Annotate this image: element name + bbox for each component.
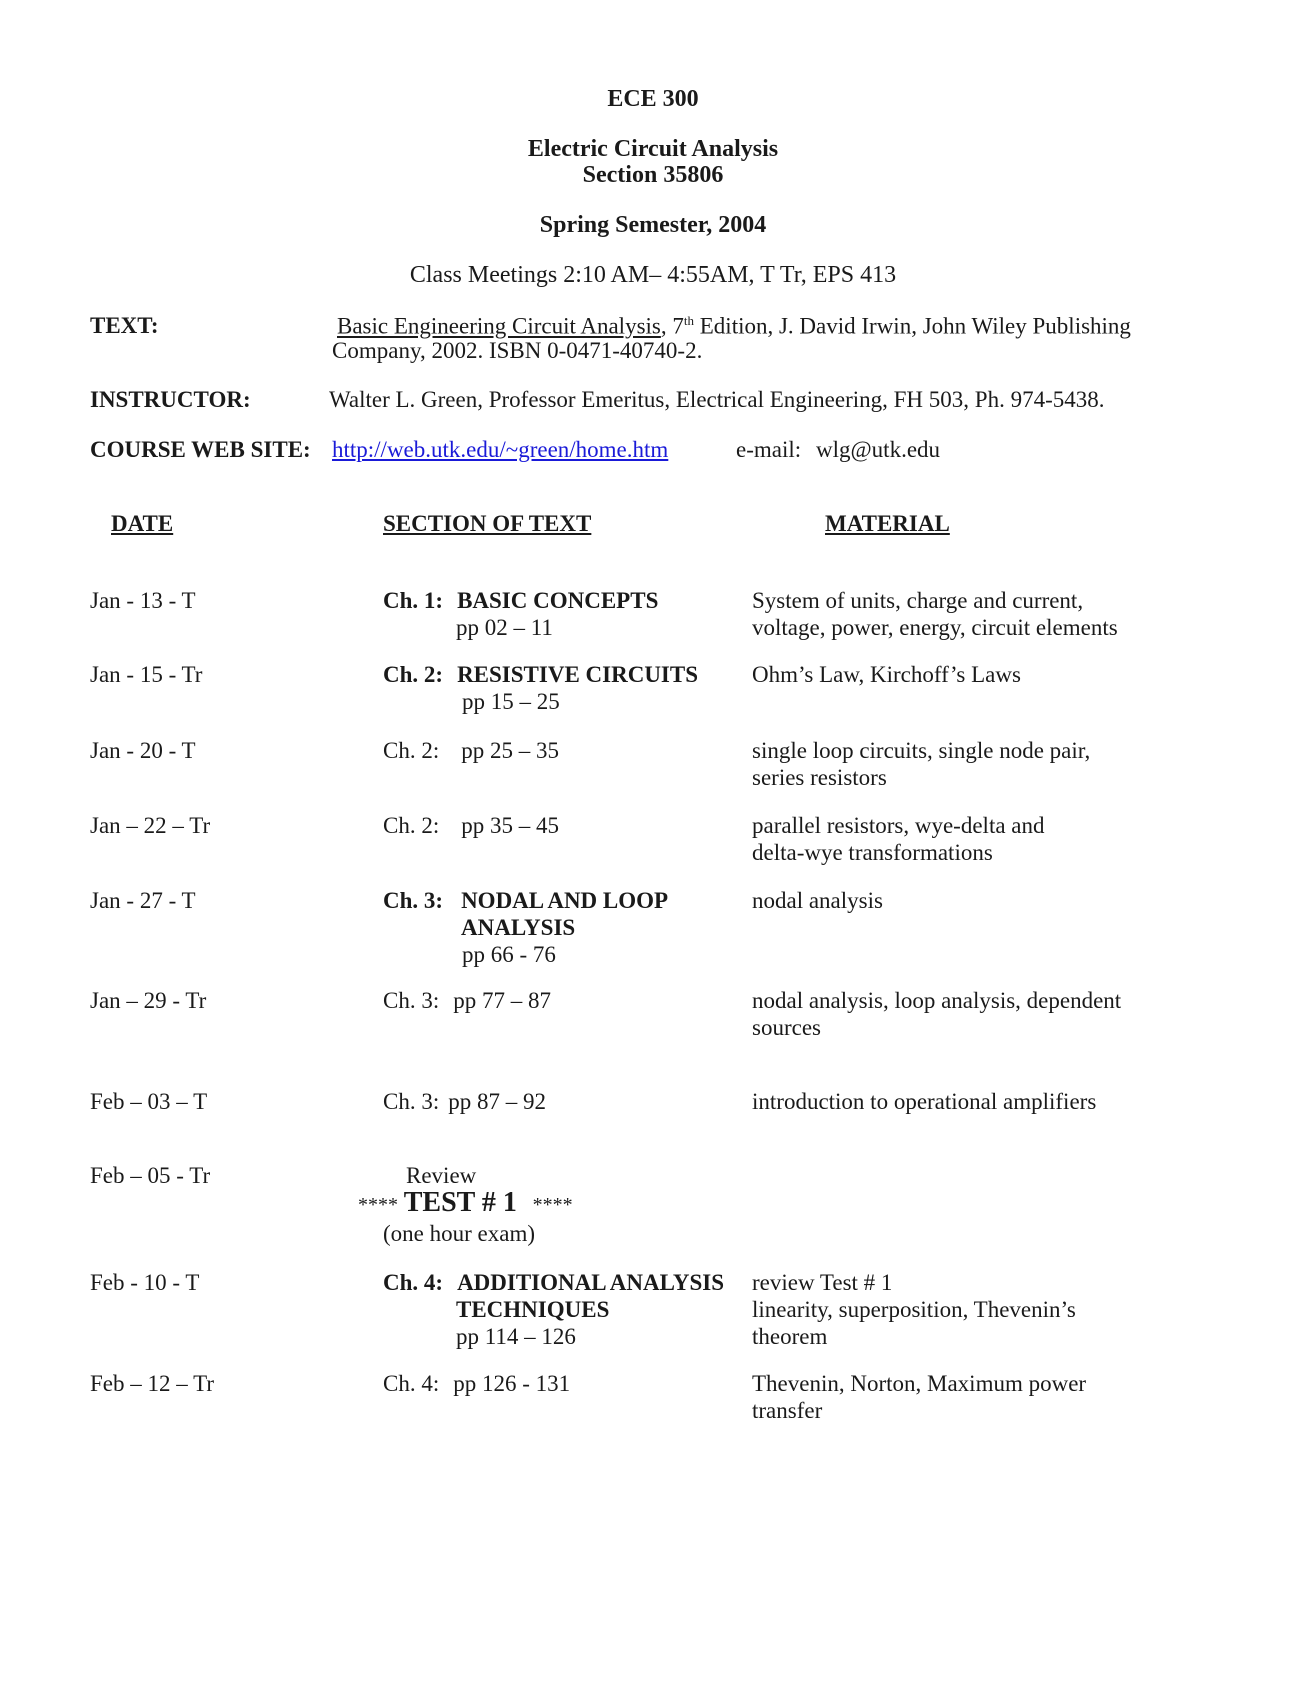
material-line: introduction to operational amplifiers <box>752 1089 1097 1114</box>
material-line: nodal analysis <box>752 888 883 913</box>
row-date: Feb - 10 - T <box>90 1270 200 1295</box>
text-edition-sup: th <box>683 313 694 328</box>
material-line: sources <box>752 1015 821 1040</box>
material-line: Ohm’s Law, Kirchoff’s Laws <box>752 662 1021 687</box>
material-line: transfer <box>752 1398 823 1423</box>
chapter-label: Ch. 3: <box>383 1089 440 1114</box>
pages: pp 15 – 25 <box>462 689 560 714</box>
website-label: COURSE WEB SITE: <box>90 437 311 462</box>
semester: Spring Semester, 2004 <box>539 212 767 238</box>
pages: pp 87 – 92 <box>448 1089 546 1114</box>
pages: pp 77 – 87 <box>453 988 551 1013</box>
chapter-topic: NODAL AND LOOP <box>461 888 669 913</box>
exam-note: (one hour exam) <box>383 1221 535 1246</box>
chapter-label: Ch. 4: <box>383 1371 440 1396</box>
row-material <box>752 587 1118 641</box>
test-label: TEST # 1 <box>403 1187 517 1218</box>
material-line: theorem <box>752 1324 828 1349</box>
course-website-link[interactable]: http://web.utk.edu/~green/home.htm <box>332 437 669 462</box>
pages: pp 114 – 126 <box>456 1324 576 1349</box>
row-date: Jan – 22 – Tr <box>90 813 211 838</box>
test-heading <box>358 1187 573 1219</box>
pages: pp 02 – 11 <box>456 615 553 640</box>
row-material <box>752 737 1090 791</box>
row-section <box>383 1088 546 1115</box>
header-material: MATERIAL <box>825 511 950 536</box>
course-section: Section 35806 <box>582 162 724 188</box>
row-date: Jan – 29 - Tr <box>90 988 207 1013</box>
header-section: SECTION OF TEXT <box>383 511 592 536</box>
instructor-info: Walter L. Green, Professor Emeritus, Electrical Engineering, FH 503, Ph. 974-5438. <box>329 387 1105 412</box>
material-line: linearity, superposition, Thevenin’s <box>752 1297 1076 1322</box>
row-section <box>383 987 551 1014</box>
row-material <box>752 661 1021 688</box>
row-section <box>383 587 658 641</box>
text-book-title: Basic Engineering Circuit Analysis <box>337 313 661 339</box>
material-line: series resistors <box>752 765 887 790</box>
header-date: DATE <box>111 511 174 536</box>
material-line: nodal analysis, loop analysis, dependent <box>752 988 1122 1013</box>
row-section <box>383 1370 570 1397</box>
chapter-label: Ch. 2: <box>383 813 440 838</box>
row-date: Jan - 27 - T <box>90 888 196 913</box>
row-section <box>383 737 559 764</box>
row-material <box>752 812 1045 866</box>
chapter-label: Ch. 3: <box>383 888 444 913</box>
review-label: Review <box>406 1163 477 1188</box>
chapter-label: Ch. 2: <box>383 662 444 687</box>
pages: pp 35 – 45 <box>461 813 559 838</box>
email-label: e-mail: <box>736 437 802 462</box>
instructor-label: INSTRUCTOR: <box>90 387 251 412</box>
row-date: Jan - 20 - T <box>90 738 196 763</box>
chapter-topic-cont: ANALYSIS <box>461 915 576 940</box>
text-line-2: Company, 2002. ISBN 0-0471-40740-2. <box>332 338 703 363</box>
chapter-topic: RESISTIVE CIRCUITS <box>457 662 699 687</box>
text-line-1 <box>337 313 1131 340</box>
chapter-label: Ch. 1: <box>383 588 444 613</box>
material-line: delta-wye transformations <box>752 840 993 865</box>
stars-left: **** <box>358 1194 398 1216</box>
row-material <box>752 1088 1096 1115</box>
course-title: Electric Circuit Analysis <box>527 136 779 162</box>
row-material <box>752 1269 1076 1350</box>
class-meetings: Class Meetings 2:10 AM– 4:55AM, T Tr, EPS 413 <box>409 262 897 288</box>
row-section <box>383 812 559 839</box>
row-material <box>752 987 1121 1041</box>
pages: pp 126 - 131 <box>453 1371 571 1396</box>
row-section <box>383 887 668 968</box>
row-material <box>752 1370 1086 1424</box>
chapter-label: Ch. 4: <box>383 1270 444 1295</box>
pages: pp 25 – 35 <box>461 738 559 763</box>
row-date: Feb – 05 - Tr <box>90 1163 211 1188</box>
row-date: Feb – 12 – Tr <box>90 1371 214 1396</box>
row-date: Jan - 13 - T <box>90 588 196 613</box>
material-line: System of units, charge and current, <box>752 588 1084 613</box>
material-line: Thevenin, Norton, Maximum power <box>752 1371 1087 1396</box>
material-line: parallel resistors, wye-delta and <box>752 813 1045 838</box>
row-date: Feb – 03 – T <box>90 1089 208 1114</box>
email-address: wlg@utk.edu <box>816 437 941 462</box>
text-rest-1: Edition, J. David Irwin, John Wiley Publishing <box>694 313 1131 339</box>
row-section <box>383 661 698 715</box>
material-line: single loop circuits, single node pair, <box>752 738 1091 763</box>
material-line: review Test # 1 <box>752 1270 893 1295</box>
text-edition-num: , 7 <box>660 313 684 339</box>
row-date: Jan - 15 - Tr <box>90 662 203 687</box>
row-material <box>752 887 883 914</box>
chapter-label: Ch. 2: <box>383 738 440 763</box>
chapter-topic: BASIC CONCEPTS <box>457 588 659 613</box>
pages: pp 66 - 76 <box>462 942 556 967</box>
stars-right: **** <box>532 1194 573 1216</box>
chapter-label: Ch. 3: <box>383 988 440 1013</box>
text-label: TEXT: <box>90 313 159 338</box>
row-section <box>383 1269 724 1350</box>
material-line: voltage, power, energy, circuit elements <box>752 615 1118 640</box>
chapter-topic: ADDITIONAL ANALYSIS <box>457 1270 724 1295</box>
course-number: ECE 300 <box>607 86 699 112</box>
chapter-topic-cont: TECHNIQUES <box>456 1297 610 1322</box>
